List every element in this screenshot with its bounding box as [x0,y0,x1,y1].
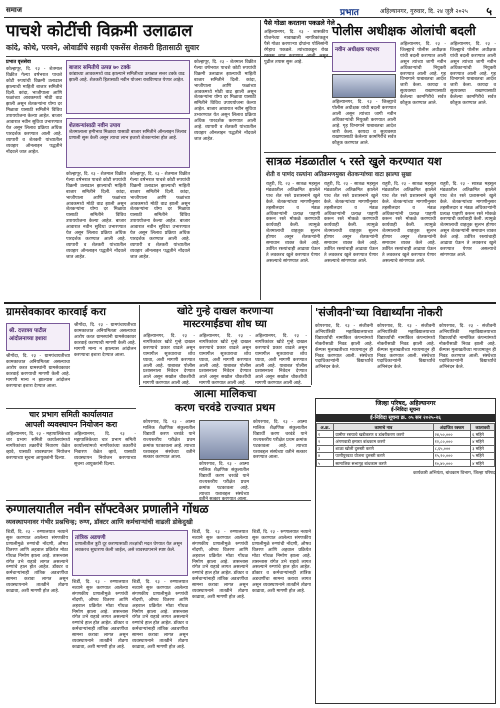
table-cell: शाळा खोली दुरुस्ती करणे [334,445,433,452]
page-header [4,4,496,18]
article-text: शिर्डी, दि. २३ - रुग्णालयात नव्याने सुरू करण्यात आलेल्या संगणकीय प्रणालीमुळे रुग्णांची नोंदणी, औषध वितरण आणि अहवाल प्रक्रियेत मोठा गोंधळ निर्माण झाला आहे. तासन्तास रांगेत उभे राहावे लागत असल्याने रुग्णांचे हाल होत आहेत. डॉक्टर व कर्मचाऱ्यांनाही तांत्रिक अडचणींचा सामना करावा लागत असून व्यवस्थापनाने तातडीने तोडगा काढावा, अशी मागणी होत आहे. [192,530,248,600]
article-text: कोपरगाव, दि. २३ - संजीवनी अभियांत्रिकी महाविद्यालयाच्या विद्यार्थ्यांची नामांकित कंपन्यांमध्ये नोकरीसाठी निवड झाली आहे. कॅम्पस मुलाखतीच्या माध्यमातून ही निवड करण्यात आली. संस्थेच्या पदाधिकाऱ्यांनी विद्यार्थ्यांचे अभिनंदन केले. [377,324,435,371]
table-header-row [317,424,495,431]
headline-mid-strip: पैसे गोळा करताना पकडले गेले [264,19,335,27]
article-body [74,432,136,498]
article-body [66,172,126,300]
table-cell: पाणीपुरवठा योजना दुरुस्ती करणे [334,452,433,459]
article-body [132,580,188,704]
table-cell: ६ महिने [471,431,495,438]
headline-police: पोलीस अधीक्षक ओलांची बदली [332,23,476,38]
article-body [266,182,320,300]
headline-roads: सात्रळ मंडळातील ५ रस्ते खुले करण्यात यश [266,154,442,168]
column-header: अंदाजित रक्कम [433,424,471,431]
article-body [315,324,373,394]
tender-footer: कार्यकारी अभियंता, बांधकाम विभाग, जिल्हा परिषद [413,471,495,477]
issue-date: अहिल्यानगर, गुरुवार, दि. २४ जुलै २०२५ [380,8,468,15]
article-body [74,323,136,406]
table-cell: ग्रामीण रस्त्याचे खडीकरण व डांबरीकरण करणे [334,431,433,438]
table-cell: २ [317,438,334,445]
article-text: कोपरगाव, दि. २३ - संजीवनी अभियांत्रिकी महाविद्यालयाच्या विद्यार्थ्यांची नामांकित कंपन्यांमध्ये नोकरीसाठी निवड झाली आहे. कॅम्पस मुलाखतीच्या माध्यमातून ही निवड करण्यात आली. संस्थेच्या पदाधिकाऱ्यांनी विद्यार्थ्यांचे अभिनंदन केले. [315,324,373,371]
table-cell: १५,२०,००० [433,452,471,459]
article-body [253,420,307,498]
article-text: कोपरगाव, दि. २३ - संजीवनी अभियांत्रिकी महाविद्यालयाच्या विद्यार्थ्यांची नामांकित कंपन्यांमध्ये नोकरीसाठी निवड झाली आहे. कॅम्पस मुलाखतीच्या माध्यमातून ही निवड करण्यात आली. संस्थेच्या पदाधिकाऱ्यांनी विद्यार्थ्यांचे अभिनंदन केले. [439,324,496,371]
headline-khote: खोटे गुन्हे दाखल करणाऱ्या [176,306,274,317]
article-body [377,324,435,394]
info-box [332,42,396,72]
table-row [317,452,495,459]
article-body [194,60,256,300]
divider [139,305,140,385]
student-photo [199,420,249,460]
article-text: कोल्हापूर, दि. २३ - शेतमाल विक्रीत गेल्या वर्षभरात पाचशे कोटी रुपयांची विक्रमी उलाढाल झाल्याची माहिती बाजार समितीने दिली. कांदा, भाजीपाला आणि फळांच्या आवकमध्ये मोठी वाढ झाली असून शेतकऱ्यांना योग्य दर मिळावा यासाठी समितीने विविध उपाययोजना केल्या आहेत. बाजार आवारात नवीन सुविधा उभारण्यात येत असून लिलाव प्रक्रिया अधिक पारदर्शक करण्यात आली आहे. व्यापारी व शेतकरी यांच्यातील व्यवहार ऑनलाइन पद्धतीने नोंदवले जात आहेत. [66,172,126,260]
tender-notice: ई-निविदा सूचना [391,407,420,413]
column-header: कालावधी [471,424,495,431]
article-text: शिर्डी, दि. २३ - रुग्णालयात नव्याने सुरू करण्यात आलेल्या संगणकीय प्रणालीमुळे रुग्णांची नोंदणी, औषध वितरण आणि अहवाल प्रक्रियेत मोठा गोंधळ निर्माण झाला आहे. तासन्तास रांगेत उभे राहावे लागत असल्याने रुग्णांचे हाल होत आहेत. डॉक्टर व कर्मचाऱ्यांनाही तांत्रिक अडचणींचा सामना करावा लागत असून व्यवस्थापनाने तातडीने तोडगा काढावा, अशी मागणी होत आहे. [6,530,68,595]
table-cell: सामाजिक सभागृह बांधकाम करणे [334,460,433,467]
headline-top-left: पाचशे कोटींची विक्रमी उलाढाल [6,21,193,40]
article-body [450,42,496,150]
tender-advertisement [315,398,496,704]
table-row [317,438,495,445]
divider [6,500,311,501]
article-text: कोपरगाव, दि. २३ - आत्मा मालिक शैक्षणिक संकुलातील विद्यार्थी करण चरवंडे याने राज्यस्तरीय परीक्षेत प्रथम क्रमांक पटकावला आहे. त्याच्या यशाबद्दल संस्थेच्या [199,462,249,497]
tender-header: ई-निविदा सूचना क्र. ०५ सन २०२५-२६ [316,414,495,422]
article-text: कोल्हापूर, दि. २३ - शेतमाल विक्रीत गेल्या वर्षभरात पाचशे कोटी रुपयांची विक्रमी उलाढाल झाल्याची माहिती बाजार समितीने दिली. कांदा, भाजीपाला आणि फळांच्या आवकमध्ये मोठी वाढ झाली असून शेतकऱ्यांना योग्य दर मिळावा यासाठी समितीने विविध उपाययोजना केल्या आहेत. बाजार आवारात नवीन सुविधा उभारण्यात येत असून लिलाव प्रक्रिया अधिक पारदर्शक करण्यात आली आहे. व्यापारी व शेतकरी यांच्यातील व्यवहार ऑनलाइन पद्धतीने नोंदवले जात आहेत. [194,60,256,142]
info-box-title: बाजार समितीचे उत्पन्न ७० टक्के [69,65,131,71]
section-divider [4,302,496,304]
table-cell: ४ महिने [471,438,495,445]
article-body [130,172,190,300]
column-header: अ.क्र. [317,424,334,431]
info-box-text: शेतमालाला हमीभाव मिळावा यासाठी बाजार समितीने ऑनलाइन लिलाव प्रणाली सुरू केली असून त्याचा लाभ हजारो शेतकऱ्यांना होत आहे. [69,130,187,141]
table-cell: ३ महिने [471,445,495,452]
table-row [317,431,495,438]
table-cell: १ [317,431,334,438]
article-body [143,334,195,387]
article-text: अहिल्यानगर, दि. २३ - नागरिकांवर खोटे गुन्हे दाखल करण्याचे प्रकार वाढले असून यामागील सूत्रधाराचा शोध घ्यावा, अशी मागणी करण्यात आली आहे. याबाबत पोलीस प्रशासनाला निवेदन देण्यात आले असून सखोल चौकशीची मागणी करण्यात आली आहे. [199,334,251,387]
article-text: अहिल्यानगर, दि. २३ - महापालिकेच्या चार प्रभाग समिती कार्यालयांमध्ये नागरिकांच्या तक्रारींचे निवारण वेळेत व्हावे, यासाठी व्यवस्थापन नियोजन करण्याच्या सूचना आयुक्तांनी दिल्या. [74,432,136,467]
divider [139,386,311,387]
article-body [264,30,328,150]
tender-table [316,423,495,467]
table-cell: ३ [317,445,334,452]
article-text: शिर्डी, दि. २३ - रुग्णालयात नव्याने सुरू करण्यात आलेल्या संगणकीय प्रणालीमुळे रुग्णांची नोंदणी, औषध वितरण आणि अहवाल प्रक्रियेत मोठा गोंधळ निर्माण झाला आहे. तासन्तास रांगेत उभे राहावे लागत असल्याने रुग्णांचे हाल होत आहेत. डॉक्टर व कर्मचाऱ्यांनाही तांत्रिक अडचणींचा सामना करावा लागत असून व्यवस्थापनाने तातडीने तोडगा काढावा, अशी मागणी होत आहे. [72,580,128,650]
article-body [324,182,378,300]
article-text: अहिल्यानगर, दि. २३ - जिल्ह्याचे पोलीस अधीक्षक यांची बदली करण्यात आली असून त्यांच्या जागी नवीन अधिकाऱ्यांची नियुक्ती करण्यात आली आहे. गृह विभागाने याबाबतचा आदेश जारी केला. कायदा व सुव्यवस्था राखण्यासाठी केलेल्या कामगिरीचे सर्वत्र कौतुक करण्यात आले. [332,100,396,147]
article-text: कोपरगाव, दि. २३ - आत्मा मालिक शैक्षणिक संकुलातील विद्यार्थी करण चरवंडे याने राज्यस्तरीय परीक्षेत प्रथम क्रमांक पटकावला आहे. त्याच्या यशाबद्दल संस्थेच्या वतीने सत्कार करण्यात आला. [253,420,307,461]
article-body [440,182,496,300]
article-body [143,420,195,498]
article-text: अहिल्यानगर, दि. २३ - महापालिकेच्या चार प्रभाग समिती कार्यालयांमध्ये नागरिकांच्या तक्रारींचे निवारण वेळेत व्हावे, यासाठी व्यवस्थापन नियोजन करण्याच्या सूचना आयुक्तांनी दिल्या. [6,432,70,461]
section-name: समाज [6,6,22,14]
divider [6,408,136,409]
article-body [439,324,496,394]
table-cell: २४,५०,००० [433,431,471,438]
info-box-text: प्रणालीतील त्रुटी दूर करण्यासाठी तज्ज्ञांची मदत घेण्यात येत असून लवकरच सुधारणा केली जाईल, असे व्यवस्थापनाने स्पष्ट केले. [75,542,183,553]
table-row [317,445,495,452]
article-body [199,334,251,387]
info-box-title: श्री. दत्तात्रय पाटील आंदोलनाच्या इशारा [9,328,47,342]
headline-gram: ग्रामसेवकावर कारवाई करा [6,306,106,318]
article-text: शिर्डी, दि. २३ - रुग्णालयात नव्याने सुरू करण्यात आलेल्या संगणकीय प्रणालीमुळे रुग्णांची नोंदणी, औषध वितरण आणि अहवाल प्रक्रियेत मोठा गोंधळ निर्माण झाला आहे. तासन्तास रांगेत उभे राहावे लागत असल्याने रुग्णांचे हाल होत आहेत. डॉक्टर व कर्मचाऱ्यांनाही तांत्रिक अडचणींचा सामना करावा लागत असून व्यवस्थापनाने तातडीने तोडगा काढावा, अशी मागणी होत आहे. [252,530,311,595]
article-text: अहिल्यानगर, दि. २३ - जिल्ह्याचे पोलीस अधीक्षक यांची बदली करण्यात आली असून त्यांच्या जागी नवीन अधिकाऱ्यांची नियुक्ती करण्यात आली आहे. गृह विभागाने याबाबतचा आदेश जारी केला. कायदा व सुव्यवस्था राखण्यासाठी केलेल्या कामगिरीचे सर्वत्र कौतुक करण्यात आले. [450,42,496,107]
info-box [72,530,188,576]
headline-bottom: रुग्णालयातील नवीन सॉफ्टवेअर प्रणालीने गोंधळ [6,502,209,516]
article-body [6,354,70,406]
article-text: श्रीगोंदा, दि. २३ - ग्रामपंचायतीच्या कामकाजात अनियमितता असल्याचा आरोप करत ग्रामस्थांनी ग्रामसेवकावर कारवाई करण्याची मागणी केली आहे. मागणी मान्य न झाल्यास आंदोलन करण्याचा इशारा देण्यात आला. [74,323,136,358]
article-text: अहिल्यानगर, दि. २३ - शासकीय योजनेच्या नावाखाली नागरिकांकडून पैसे गोळा करणाऱ्या दोघांना पोलिसांनी रंगेहाथ पकडले. त्यांच्याकडून रोख रक्कम जप्त करण्यात आली असून पुढील तपास सुरू आहे. [264,30,328,65]
article-body [6,530,68,704]
table-cell: १०,४०,००० [433,460,471,467]
divider [264,152,496,153]
article-body [6,432,70,498]
info-box [6,323,70,351]
article-text: राहुरी, दि. २३ - सात्रळ महसूल मंडळातील अतिक्रमित झालेले पाच शेत रस्ते प्रशासनाने खुले केले. शेतकऱ्यांच्या मागणीनुसार तहसीलदार व मंडळ अधिकाऱ्यांनी प्रत्यक्ष पाहणी करून रस्ते मोकळे करण्याची कार्यवाही केली. त्यामुळे शेतमालाची वाहतूक सुलभ होणार असून शेतकऱ्यांनी समाधान व्यक्त केले आहे. उर्वरित रस्त्यांचाही आढावा घेऊन ते लवकरच खुले करण्यात येणार असल्याचे सांगण्यात आले. [266,182,320,264]
divider [311,305,312,385]
article-body [6,60,62,300]
column-header: कामाचे नाव [334,424,433,431]
table-cell: ५ महिने [471,452,495,459]
info-box-title: नवीन अधीक्षक पदभार [335,47,380,53]
table-row [317,460,495,467]
article-body [382,182,436,300]
article-text: अहिल्यानगर, दि. २३ - जिल्ह्याचे पोलीस अधीक्षक यांची बदली करण्यात आली असून त्यांच्या जागी नवीन अधिकाऱ्यांची नियुक्ती करण्यात आली आहे. गृह विभागाने याबाबतचा आदेश जारी केला. कायदा व सुव्यवस्था राखण्यासाठी केलेल्या कामगिरीचे सर्वत्र कौतुक करण्यात आले. [400,42,446,107]
article-body [199,462,249,498]
article-text: शिर्डी, दि. २३ - रुग्णालयात नव्याने सुरू करण्यात आलेल्या संगणकीय प्रणालीमुळे रुग्णांची नोंदणी, औषध वितरण आणि अहवाल प्रक्रियेत मोठा गोंधळ निर्माण झाला आहे. तासन्तास रांगेत उभे राहावे लागत असल्याने रुग्णांचे हाल होत आहेत. डॉक्टर व कर्मचाऱ्यांनाही तांत्रिक अडचणींचा सामना करावा लागत असून व्यवस्थापनाने तातडीने तोडगा काढावा, अशी मागणी होत आहे. [132,580,188,650]
article-text: अहिल्यानगर, दि. २३ - नागरिकांवर खोटे गुन्हे दाखल करण्याचे प्रकार वाढले असून यामागील सूत्रधाराचा शोध घ्यावा, अशी मागणी करण्यात आली आहे. याबाबत पोलीस प्रशासनाला निवेदन देण्यात आले असून सखोल चौकशीची मागणी करण्यात आली आहे. [143,334,195,387]
headline-khote-line2: मास्टरमाईंडचा शोध घ्या [183,319,267,330]
article-body [252,530,311,704]
masthead-logo: प्रभात [340,8,359,18]
table-cell: ४ महिने [471,460,495,467]
byline: प्रभात वृत्तसेवा [6,60,31,65]
article-text: अहिल्यानगर, दि. २३ - नागरिकांवर खोटे गुन्हे दाखल करण्याचे प्रकार वाढले असून यामागील सूत्रधाराचा शोध घ्यावा, अशी मागणी करण्यात आली आहे. याबाबत पोलीस प्रशासनाला निवेदन देण्यात आले असून सखोल चौकशीची मागणी करण्यात आली आहे. [255,334,307,387]
subheadline-roads: शेती व पाणंद रस्त्यांना अतिक्रमणमुक्त शेतकऱ्यांच्या वाटा झाल्या सुखा [266,172,412,178]
table-cell: ८,६५,००० [433,445,471,452]
info-box-text: कांद्याच्या आवकमध्ये वाढ झाल्याने समितीच्या उत्पन्नात सत्तर टक्के वाढ झाली आहे. शेतकरी हितासाठी नवीन योजना राबविण्यात येणार आहेत. [69,72,185,83]
tender-org: जिल्हा परिषद, अहिल्यानगर [375,400,436,407]
table-cell: १२,८०,००० [433,438,471,445]
info-box [66,60,190,114]
article-text: राहुरी, दि. २३ - सात्रळ महसूल मंडळातील अतिक्रमित झालेले पाच शेत रस्ते प्रशासनाने खुले केले. शेतकऱ्यांच्या मागणीनुसार तहसीलदार व मंडळ अधिकाऱ्यांनी प्रत्यक्ष पाहणी करून रस्ते मोकळे करण्याची कार्यवाही केली. त्यामुळे शेतमालाची वाहतूक सुलभ होणार असून शेतकऱ्यांनी समाधान व्यक्त केले आहे. उर्वरित रस्त्यांचाही आढावा घेऊन ते लवकरच खुले करण्यात येणार असल्याचे सांगण्यात आले. [440,182,496,258]
article-body [255,334,307,387]
news-photo [332,74,396,98]
headline-atma: आत्मा मालिकचा [193,388,257,400]
subheadline-top-left: कांदे, कोथे, परवने, ओवाडींचे सहावी एकसेंस शेतकरी हितासाठी सुवार [6,43,200,52]
table-cell: ४ [317,452,334,459]
info-box-title: तांत्रिक अडचणी [75,535,106,541]
divider [260,20,261,300]
page-number: ५ [486,5,492,18]
article-text: श्रीगोंदा, दि. २३ - ग्रामपंचायतीच्या कामकाजात अनियमितता असल्याचा आरोप करत ग्रामस्थांनी ग्रामसेवकावर कारवाई करण्याची मागणी केली आहे. मागणी मान्य न झाल्यास आंदोलन करण्याचा इशारा देण्यात आला. [6,354,70,389]
article-body [400,42,446,150]
headline-talk: चार प्रभाग समिती कार्यालयात [29,410,113,419]
table-cell: ५ [317,460,334,467]
article-text: कोल्हापूर, दि. २३ - शेतमाल विक्रीत गेल्या वर्षभरात पाचशे कोटी रुपयांची विक्रमी उलाढाल झाल्याची माहिती बाजार समितीने दिली. कांदा, भाजीपाला आणि फळांच्या आवकमध्ये मोठी वाढ झाली असून शेतकऱ्यांना योग्य दर मिळावा यासाठी समितीने विविध उपाययोजना केल्या आहेत. बाजार आवारात नवीन सुविधा उभारण्यात येत असून लिलाव प्रक्रिया अधिक पारदर्शक करण्यात आली आहे. व्यापारी व शेतकरी यांच्यातील व्यवहार ऑनलाइन पद्धतीने नोंदवले जात आहेत. [130,172,190,260]
article-text: कोल्हापूर, दि. २३ - शेतमाल विक्रीत गेल्या वर्षभरात पाचशे कोटी रुपयांची विक्रमी उलाढाल झाल्याची माहिती बाजार समितीने दिली. कांदा, भाजीपाला आणि फळांच्या आवकमध्ये मोठी वाढ झाली असून शेतकऱ्यांना योग्य दर मिळावा यासाठी समितीने विविध उपाययोजना केल्या आहेत. बाजार आवारात नवीन सुविधा उभारण्यात येत असून लिलाव प्रक्रिया अधिक पारदर्शक करण्यात आली आहे. व्यापारी व शेतकरी यांच्यातील व्यवहार ऑनलाइन पद्धतीने नोंदवले जात आहेत. [6,66,62,155]
headline-sanjivani: 'संजीवनी'च्या विद्यार्थ्यांना नोकरी [315,306,443,319]
headline-talk-line2: आपली व्यवस्थापन नियोजन करा [24,420,118,429]
article-text: राहुरी, दि. २३ - सात्रळ महसूल मंडळातील अतिक्रमित झालेले पाच शेत रस्ते प्रशासनाने खुले केले. शेतकऱ्यांच्या मागणीनुसार तहसीलदार व मंडळ अधिकाऱ्यांनी प्रत्यक्ष पाहणी करून रस्ते मोकळे करण्याची कार्यवाही केली. त्यामुळे शेतमालाची वाहतूक सुलभ होणार असून शेतकऱ्यांनी समाधान व्यक्त केले आहे. उर्वरित रस्त्यांचाही आढावा घेऊन ते लवकरच खुले करण्यात येणार असल्याचे सांगण्यात आले. [382,182,436,264]
subheadline-bottom: व्यवस्थापनावर गंभीर प्रश्नचिन्ह; रुग्ण, डॉक्टर आणि कर्मचाऱ्यांची वाढली डोकेदुखी [6,518,193,526]
article-text: कोपरगाव, दि. २३ - आत्मा मालिक शैक्षणिक संकुलातील विद्यार्थी करण चरवंडे याने राज्यस्तरीय परीक्षेत प्रथम क्रमांक पटकावला आहे. त्याच्या यशाबद्दल संस्थेच्या वतीने सत्कार करण्यात आला. [143,420,195,461]
headline-atma-line2: करण चरवंडे राज्यात प्रथम [174,402,276,414]
article-body [332,100,396,150]
article-body [192,530,248,704]
info-box [66,118,190,168]
info-box-title: शेतकऱ्यांसाठी नवीन उपाय [69,123,121,129]
article-text: राहुरी, दि. २३ - सात्रळ महसूल मंडळातील अतिक्रमित झालेले पाच शेत रस्ते प्रशासनाने खुले केले. शेतकऱ्यांच्या मागणीनुसार तहसीलदार व मंडळ अधिकाऱ्यांनी प्रत्यक्ष पाहणी करून रस्ते मोकळे करण्याची कार्यवाही केली. त्यामुळे शेतमालाची वाहतूक सुलभ होणार असून शेतकऱ्यांनी समाधान व्यक्त केले आहे. उर्वरित रस्त्यांचाही आढावा घेऊन ते लवकरच खुले करण्यात येणार असल्याचे सांगण्यात आले. [324,182,378,264]
article-body [72,580,128,704]
table-cell: अंगणवाडी इमारत बांधकाम करणे [334,438,433,445]
